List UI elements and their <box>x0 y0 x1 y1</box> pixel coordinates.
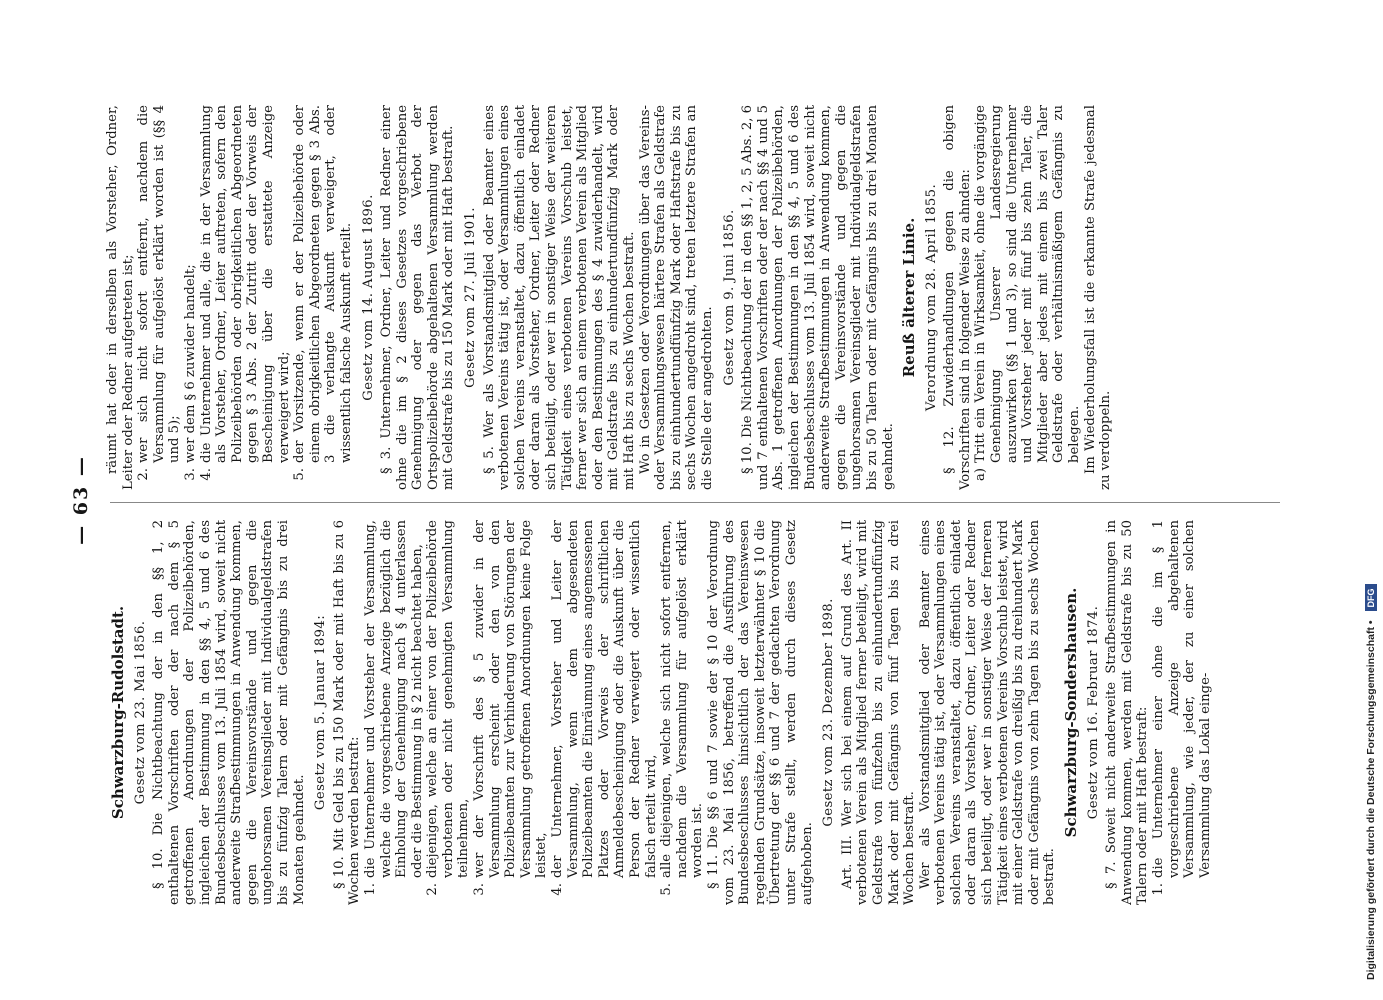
item-number: 5. <box>659 883 675 896</box>
item-text: der Vorsitzende, wenn er der Polizeibehörde oder einem obrigkeitlichen Abgeordneten gegen § 3 Abs. 3 die verlangte Auskunft verweigert, oder wissentlich falsche Auskunft erteilt. <box>292 105 354 463</box>
paragraph: § 3. Unternehmer, Ordner, Leiter und Redner einer ohne die im § 2 dieses Gesetzes vorgeschriebene Genehmigung oder gegen das Verbot der Ortspolizeibehörde abgehaltenen Versammlung werden mit Geldstrafe bis zu 150 Mark oder mit Haft bestraft. <box>379 105 457 490</box>
law-date-heading: Gesetz vom 9. Juni 1856. <box>721 209 737 386</box>
item-text: alle diejenigen, welche sich nicht sofort entfernen, nachdem die Versammlung für aufgelöst erklärt worden ist. <box>659 520 706 878</box>
enumerated-item <box>973 105 1082 490</box>
law-date-heading: Gesetz vom 14. August 1896. <box>360 194 376 401</box>
paragraph: § 10. Die Nichtbeachtung der in den §§ 1, 2, 5 Abs. 2, 6 und 7 enthaltenen Vorschriften oder der nach §§ 4 und 5 Abs. 1 getroffenen Anordnungen der Polizeibehörden, ingleichen der Bestimmungen in den §§ 4, 5 und 6 des Bundesbeschlusses vom 13. Juli 1854 wird, soweit nicht anderweite Strafbestimmungen in Anwendung kommen, gegen die Vereinsvorstände und gegen die ungehorsamen Vereinsglieder mit Individualgeldstrafen bis zu 50 Talern oder mit Gefängnis bis zu drei Monaten geahndet. <box>740 105 896 490</box>
paragraph: § 7. Soweit nicht anderweite Strafbestimmungen in Anwendung kommen, werden mit Geldstrafe bis zu 50 Talern oder mit Haft bestraft: <box>1104 520 1151 905</box>
enumerated-item <box>425 520 472 905</box>
paragraph: Im Wiederholungsfall ist die erkannte Strafe jedesmal zu verdoppeln. <box>1082 105 1114 490</box>
law-date-heading: Gesetz vom 23. Dezember 1898. <box>821 598 837 827</box>
item-number: 5. <box>292 468 308 481</box>
item-text: die Unternehmer einer ohne die im § 1 vorgeschriebene Anzeige abgehaltenen Versammlung, wie jeder, der zu einer solchen Versammlung das Lokal einge- <box>1151 520 1213 878</box>
enumerated-item <box>550 520 659 905</box>
digitization-credit <box>1365 0 1377 980</box>
enumerated-item <box>183 105 199 490</box>
column-divider <box>110 502 1280 503</box>
dfg-logo: DFG <box>1365 585 1377 612</box>
enumerated-item <box>199 105 293 490</box>
item-text: wer der Vorschrift des § 5 zuwider in der Versammlung erscheint oder den von den Polizeibeamten zur Verhinderung von Störungen der Versammlung getroffenen Anordnungen keine Folge leistet, <box>472 520 550 878</box>
item-text: die Unternehmer und Vorsteher der Versammlung, welche die vorgeschriebene Anzeige bezüglich die Einholung der Genehmigung nach § 4 unterlassen oder die Bestimmung in § 2 nicht beachtet haben, <box>362 520 425 878</box>
item-number: 3. <box>472 883 488 896</box>
item-number: 1. <box>362 883 378 896</box>
item-number: 3. <box>182 468 198 481</box>
item-text: die Unternehmer und alle, die in der Versammlung als Vorsteher, Ordner, Leiter auftreten, sofern den Polizeibehörden oder obrigkeitlichen Abgeordneten gegen § 3 Abs. 2 der Zutritt oder der Vorweis der Bescheinigung über die erstattete Anzeige verweigert wird; <box>198 105 292 463</box>
item-text: der Unternehmer, Vorsteher und Leiter der Versammlung, wenn dem abgesendeten Polizeibeamten die Einräumung eines angemessenen Platzes oder Vorweis der schriftlichen Anmeldebescheinigung oder die Auskunft über die Person der Redner verweigert oder wissentlich falsch erteilt wird, <box>550 520 659 878</box>
paragraph: räumt hat oder in derselben als Vorsteher, Ordner, Leiter oder Redner aufgetreten ist; <box>105 105 136 490</box>
paragraph: § 11. Die §§ 6 und 7 sowie der § 10 der Verordnung vom 23. Mai 1856, betreffend die Ausführung des Bundesbeschlusses hinsichtlich der das Vereinswesen regelnden Grundsätze, insoweit letzterwähnter § 10 die Übertretung der §§ 6 und 7 der gedachten Verordnung unter Strafe stellt, werden durch dieses Gesetz aufgehoben. <box>705 520 815 905</box>
paragraph: Wer als Vorstandsmitglied oder Beamter eines verbotenen Vereins tätig ist, oder Versammlungen eines solchen Vereins veranstaltet, dazu öffentlich einladet oder daran als Vorsteher, Ordner, Leiter oder Redner sich beteiligt, oder wer in sonstiger Weise der ferneren Tätigkeit eines verbotenen Vereins Vorschub leistet, wird mit einer Geldstrafe von dreißig bis zu dreihundert Mark oder mit Gefängnis von zehn Tagen bis zu sechs Wochen bestraft. <box>917 520 1058 905</box>
item-number: 4. <box>550 883 566 896</box>
page-number: — 63 — <box>70 455 92 545</box>
left-column <box>105 520 1285 905</box>
paragraph: Wo in Gesetzen oder Verordnungen über das Vereins- oder Versammlungswesen härtere Strafen als Geldstrafe bis zu einhundertundfünfzig Mark oder Haftstrafe bis zu sechs Wochen angedroht sind, treten letztere Strafen an die Stelle der angedrohten. <box>637 105 715 490</box>
law-date-heading: Verordnung vom 28. April 1855. <box>923 183 939 412</box>
enumerated-item <box>363 520 425 905</box>
enumerated-item <box>136 105 183 490</box>
item-number: a) <box>973 468 989 482</box>
paragraph: § 12. Zuwiderhandlungen gegen die obigen Vorschriften sind in folgender Weise zu ahnden: <box>942 105 973 490</box>
item-text: wer sich nicht sofort entfernt, nachdem die Versammlung für aufgelöst erklärt worden ist (§§ 4 und 5); <box>136 105 183 463</box>
enumerated-item <box>292 105 354 490</box>
paragraph: § 10. Mit Geld bis zu 150 Mark oder mit Haft bis zu 6 Wochen werden bestraft: <box>331 520 363 905</box>
item-number: 4. <box>198 468 214 481</box>
item-text: wer dem § 6 zuwider handelt; <box>182 264 198 463</box>
enumerated-item <box>472 520 550 905</box>
item-number: 2. <box>425 883 441 896</box>
item-text: Tritt ein Verein in Wirksamkeit, ohne die vorgängige Genehmigung Unserer Landesregierung auszuwirken (§§ 1 und 3), so sind die Unternehmer und Vorsteher jeder mit fünf bis zehn Taler, die Mitglieder aber jedes mit einem bis zwei Taler Geldstrafe oder verhältnismäßigem Gefängnis zu belegen. <box>973 105 1083 463</box>
section-heading: Reuß älterer Linie. <box>900 217 919 378</box>
item-number: 2. <box>136 468 152 481</box>
paragraph: § 10. Die Nichtbeachtung der in den §§ 1, 2 enthaltenen Vorschriften oder der nach dem § 5 getroffenen Anordnungen der Polizeibehörden, ingleichen der Bestimmung in den §§ 4, 5 und 6 des Bundesbeschlusses vom 13. Juli 1854 wird, soweit nicht anderweite Strafbestimmungen in Anwendung kommen, gegen die Vereinsvorstände und gegen die ungehorsamen Vereinsglieder mit Individualgeldstrafen bis zu fünfzig Talern oder mit Gefängnis bis zu drei Monaten geahndet. <box>151 520 307 905</box>
section-heading: Schwarzburg-Rudolstadt. <box>109 605 127 820</box>
law-date-heading: Gesetz vom 23. Mai 1856. <box>132 620 148 805</box>
paragraph: § 5. Wer als Vorstandsmitglied oder Beamter eines verbotenen Vereins tätig ist, oder Versammlungen eines solchen Vereins veranstaltet, dazu öffentlich einladet oder daran als Vorsteher, Ordner, Leiter oder Redner sich beteiligt, oder wer in sonstiger Weise der weiteren Tätigkeit eines verbotenen Vereins Vorschub leistet, ferner wer sich an einem verbotenen Verein als Mitglied oder den Bestimmungen des § 4 zuwiderhandelt, wird mit Geldstrafe bis zu einhundertundfünfzig Mark oder mit Haft bis zu sechs Wochen bestraft. <box>481 105 637 490</box>
right-column <box>105 105 1285 490</box>
enumerated-item <box>659 520 706 905</box>
enumerated-item <box>1151 520 1213 905</box>
item-text: diejenigen, welche an einer von der Polizeibehörde verbotenen oder nicht genehmigten Versammlung teilnehmen, <box>425 520 472 878</box>
item-number: 1. <box>1151 883 1166 896</box>
law-date-heading: Gesetz vom 16. Februar 1874. <box>1085 605 1101 820</box>
law-date-heading: Gesetz vom 27. Juli 1901. <box>463 207 479 388</box>
section-heading: Schwarzburg-Sondershausen. <box>1062 587 1081 838</box>
law-date-heading: Gesetz vom 5. Januar 1894: <box>313 614 329 811</box>
paragraph: Art. III. Wer sich bei einem auf Grund des Art. II verbotenen Verein als Mitglied ferner beteiligt, wird mit Geldstrafe von fünfzehn bis zu einhundertundfünfzig Mark oder mit Gefängnis von fünf Tagen bis zu drei Wochen bestraft. <box>839 520 918 905</box>
credit-text: Digitalisierung gefördert durch die Deutsche Forschungsgemeinschaft • <box>1365 620 1377 980</box>
